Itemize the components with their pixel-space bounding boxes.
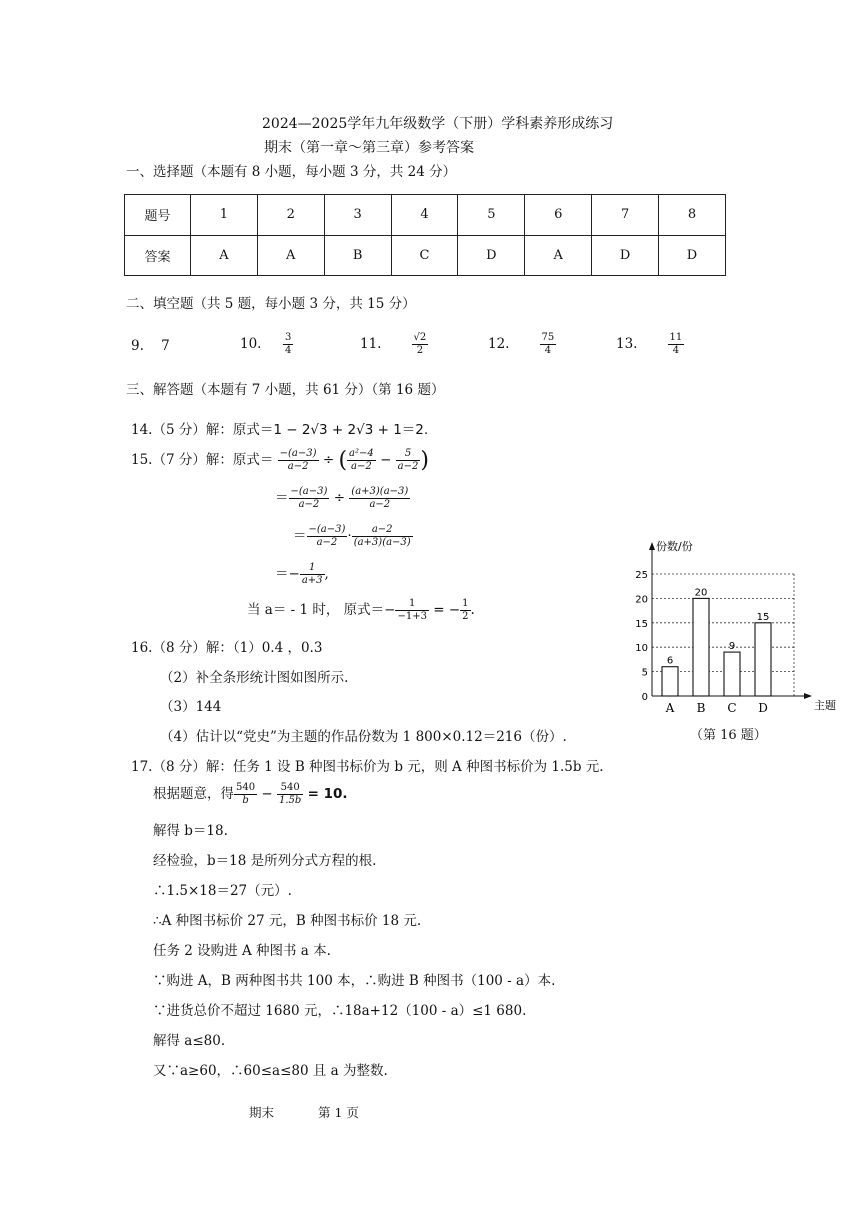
item-number: 9. bbox=[131, 338, 144, 354]
x-axis-arrow-icon bbox=[804, 693, 812, 699]
y-tick-label: 0 bbox=[641, 692, 648, 703]
denominator: 4 bbox=[544, 345, 552, 356]
q17-prefix: 根据题意，得 bbox=[153, 786, 234, 802]
fraction bbox=[347, 448, 376, 473]
bar-value-label: 9 bbox=[728, 641, 736, 653]
table-cell: 7 bbox=[592, 195, 659, 236]
numerator: a²−4 bbox=[349, 448, 374, 459]
x-tick-label: A bbox=[665, 701, 675, 715]
section3-heading: 三、解答题（本题有 7 小题，共 61 分）（第 16 题） bbox=[126, 382, 445, 398]
numerator: −(a−3) bbox=[308, 524, 346, 535]
table-cell: 3 bbox=[324, 195, 391, 236]
q15-line2 bbox=[275, 486, 410, 511]
y-tick-label: 20 bbox=[635, 594, 648, 606]
paren-open: ( bbox=[338, 448, 348, 473]
q15-line3 bbox=[293, 524, 413, 549]
fraction bbox=[289, 486, 330, 511]
q14-label: 14.（5 分）解：原式＝ bbox=[131, 422, 274, 438]
fraction bbox=[307, 524, 348, 549]
q17-line8: ∵购进 A，B 两种图书共 100 本，∴购进 B 种图书（100 - a）本. bbox=[153, 973, 556, 989]
q17-line5: ∴1.5×18＝27（元）. bbox=[153, 883, 292, 899]
numerator: 75 bbox=[541, 332, 555, 343]
fraction bbox=[412, 332, 429, 357]
y-axis-arrow-icon bbox=[649, 542, 655, 550]
divide-sign: ÷ bbox=[322, 452, 335, 468]
x-tick-label: D bbox=[758, 701, 768, 715]
table-cell: 答案 bbox=[125, 235, 191, 276]
footer-left: 期末 bbox=[249, 1105, 275, 1120]
q15-line5: 当 a＝ - 1 时， 原式＝− $\frac{1}{-1+3}$ = − $\frac{1}{2}$ . bbox=[247, 598, 475, 622]
table-cell: 题号 bbox=[125, 195, 191, 236]
numerator: 540 bbox=[236, 782, 256, 793]
denominator: a−2 bbox=[397, 461, 419, 472]
x-axis-label: 主题 bbox=[814, 699, 836, 712]
denominator: b bbox=[242, 795, 249, 806]
x-tick-label: B bbox=[696, 701, 706, 715]
chart-caption: （第 16 题） bbox=[690, 728, 767, 743]
numerator: 1 bbox=[300, 562, 325, 575]
numerator: −(a−3) bbox=[290, 486, 328, 497]
document-title: 2024—2025学年九年级数学（下册）学科素养形成练习 bbox=[262, 116, 614, 132]
table-cell: 4 bbox=[391, 195, 458, 236]
denominator: (a+3)(a−3) bbox=[353, 537, 411, 548]
denominator: a−2 bbox=[287, 461, 309, 472]
q16-line3: （3）144 bbox=[160, 699, 222, 715]
denominator: a−2 bbox=[369, 499, 391, 510]
table-cell: A bbox=[190, 235, 257, 276]
y-tick-labels bbox=[635, 570, 648, 703]
bar-A bbox=[662, 667, 678, 696]
denominator: 4 bbox=[672, 345, 680, 356]
q16-line4: （4）估计以“党史”为主题的作品份数为 1 800×0.12＝216（份）. bbox=[160, 729, 567, 745]
divide-sign: ÷ bbox=[333, 490, 345, 506]
y-tick-label: 25 bbox=[635, 570, 648, 581]
numerator: 3 bbox=[284, 332, 292, 343]
table-cell: 2 bbox=[257, 195, 324, 236]
denominator: −1+3 bbox=[397, 611, 427, 622]
q16-line1: 16.（8 分）解：（1）0.4 ，0.3 bbox=[131, 640, 323, 656]
denominator: a−2 bbox=[316, 537, 338, 548]
fraction bbox=[300, 562, 325, 587]
table-cell: A bbox=[525, 235, 592, 276]
table-row bbox=[125, 195, 726, 236]
item-number: 13. bbox=[616, 336, 638, 352]
q17-line10: 解得 a≤80. bbox=[153, 1033, 226, 1049]
table-cell: D bbox=[659, 235, 726, 276]
fill-item-9 bbox=[131, 338, 170, 354]
fill-item-13 bbox=[616, 332, 684, 357]
minus-sign: − bbox=[380, 452, 392, 468]
denominator: a−2 bbox=[298, 499, 320, 510]
fraction bbox=[668, 332, 685, 357]
fraction bbox=[283, 332, 293, 357]
denominator: a+3 bbox=[301, 575, 323, 586]
table-row bbox=[125, 235, 726, 276]
equals-sign: ＝ bbox=[293, 528, 307, 544]
item-number: 10. bbox=[240, 336, 262, 352]
numerator: a−2 bbox=[352, 524, 413, 537]
table-cell: 5 bbox=[458, 195, 525, 236]
q17-equation-rhs: = 10. bbox=[307, 786, 348, 802]
document-subtitle: 期末（第一章～第三章）参考答案 bbox=[264, 140, 474, 156]
minus-sign: − bbox=[261, 786, 273, 802]
fill-item-10 bbox=[240, 332, 293, 357]
numerator: 1 bbox=[462, 598, 469, 609]
fraction bbox=[540, 332, 557, 357]
numerator: −(a−3) bbox=[279, 448, 317, 459]
q17-line3: 解得 b＝18. bbox=[153, 823, 228, 839]
q15-label: 15.（7 分）解：原式＝ bbox=[131, 452, 274, 468]
item-answer: 7 bbox=[161, 338, 170, 354]
bar-value-label: 15 bbox=[756, 611, 770, 623]
q14 bbox=[131, 418, 428, 438]
equals-sign: ＝ bbox=[275, 490, 289, 506]
dot-sign: · bbox=[347, 528, 352, 544]
table-cell: 1 bbox=[190, 195, 257, 236]
bar-value-labels bbox=[667, 587, 770, 666]
q15-line1 bbox=[131, 448, 429, 473]
numerator: 1 bbox=[395, 598, 428, 611]
table-cell: D bbox=[592, 235, 659, 276]
y-tick-label: 15 bbox=[635, 618, 648, 630]
bar-D bbox=[755, 623, 771, 696]
q17-line1: 17.（8 分）解：任务 1 设 B 种图书标价为 b 元，则 A 种图书标价为 1.5b 元. bbox=[131, 759, 604, 775]
fraction bbox=[234, 782, 257, 807]
x-tick-labels bbox=[665, 701, 768, 715]
numerator: 540 bbox=[277, 782, 303, 795]
q17-line4: 经检验，b＝18 是所列分式方程的根. bbox=[153, 853, 377, 869]
bar-B bbox=[693, 598, 709, 696]
fraction bbox=[396, 448, 421, 473]
bar-chart bbox=[620, 538, 846, 744]
footer-page: 第 1 页 bbox=[318, 1105, 359, 1120]
section2-heading: 二、填空题（共 5 题，每小题 3 分，共 15 分） bbox=[126, 296, 416, 312]
table-cell: D bbox=[458, 235, 525, 276]
x-tick-label: C bbox=[727, 701, 737, 715]
equals-sign: = − bbox=[433, 602, 461, 618]
fraction bbox=[277, 782, 303, 807]
fraction bbox=[349, 486, 410, 511]
denominator: 2 bbox=[416, 345, 424, 356]
fraction bbox=[352, 524, 413, 549]
denominator: a−2 bbox=[351, 461, 372, 472]
fill-item-12 bbox=[488, 332, 556, 357]
numerator: (a+3)(a−3) bbox=[351, 486, 409, 497]
table-cell: 6 bbox=[525, 195, 592, 236]
section1-heading: 一、选择题（本题有 8 小题，每小题 3 分，共 24 分） bbox=[126, 164, 457, 180]
fraction bbox=[278, 448, 319, 473]
denominator: 2 bbox=[462, 611, 469, 622]
numerator: √2 bbox=[413, 332, 427, 343]
q17-line7: 任务 2 设购进 A 种图书 a 本. bbox=[153, 943, 331, 959]
item-number: 11. bbox=[360, 336, 382, 352]
numerator: 11 bbox=[669, 332, 683, 343]
table-cell: 8 bbox=[659, 195, 726, 236]
q17-line11: 又∵a≥60，∴60≤a≤80 且 a 为整数. bbox=[153, 1063, 388, 1079]
fraction bbox=[395, 598, 428, 623]
table-cell: A bbox=[257, 235, 324, 276]
q17-line6: ∴A 种图书标价 27 元，B 种图书标价 18 元. bbox=[153, 913, 422, 929]
q17-line2 bbox=[153, 782, 348, 807]
denominator: 1.5b bbox=[279, 795, 302, 806]
item-number: 12. bbox=[488, 336, 510, 352]
paren-close: ) bbox=[420, 448, 429, 473]
bar-value-label: 6 bbox=[666, 655, 674, 667]
fill-item-11 bbox=[360, 332, 428, 357]
table-cell: C bbox=[391, 235, 458, 276]
q15-line4: ＝− $\frac{1}{a+3}$ , bbox=[275, 562, 329, 586]
bar-value-label: 20 bbox=[694, 587, 708, 599]
equals-sign: ＝− bbox=[275, 566, 300, 582]
fraction bbox=[460, 598, 470, 623]
y-tick-label: 10 bbox=[635, 643, 648, 655]
q16-line2: （2）补全条形统计图如图所示. bbox=[160, 670, 349, 686]
bar-C bbox=[724, 652, 740, 696]
y-axis-label: 份数/份 bbox=[656, 540, 693, 553]
q17-line9: ∵进货总价不超过 1680 元，∴18a+12（100 - a）≤1 680. bbox=[153, 1003, 527, 1019]
y-tick-label: 5 bbox=[641, 667, 648, 679]
denominator: 4 bbox=[284, 345, 292, 356]
answer-table bbox=[124, 194, 726, 276]
q15-when-text: 当 a＝ - 1 时， 原式＝− bbox=[247, 602, 396, 618]
q14-expression: 1 − 2√3 + 2√3 + 1＝2. bbox=[273, 422, 429, 438]
table-cell: B bbox=[324, 235, 391, 276]
numerator: 5 bbox=[396, 448, 421, 461]
